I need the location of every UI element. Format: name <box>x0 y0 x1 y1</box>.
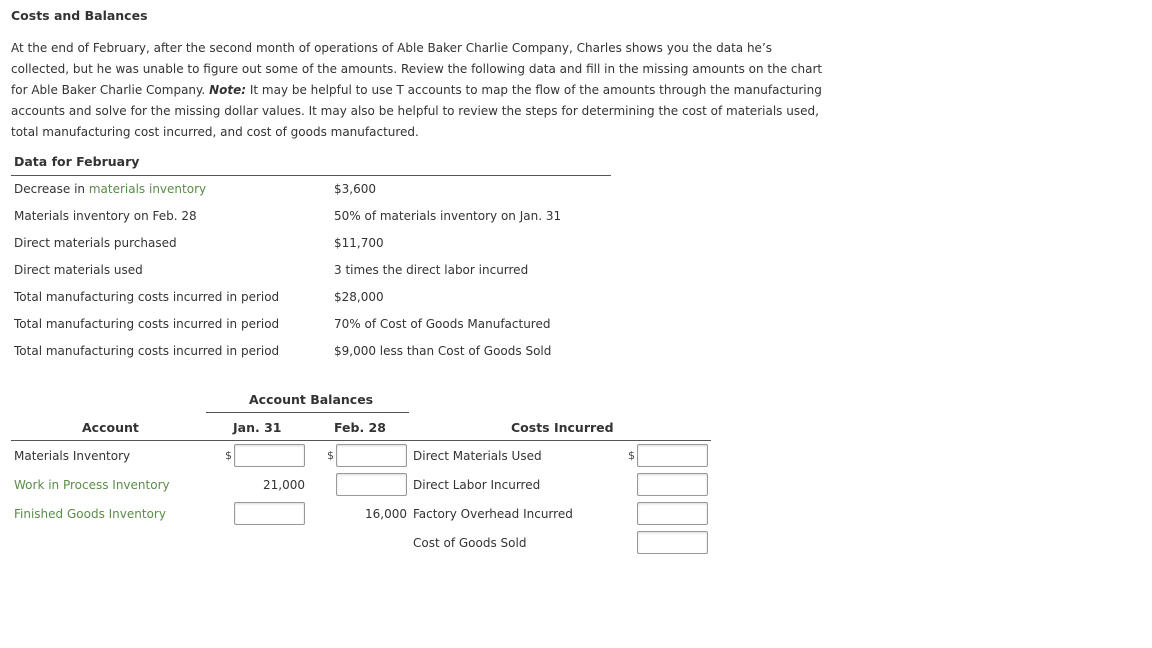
dollar-sign: $ <box>327 449 334 462</box>
materials-inventory-link[interactable]: materials inventory <box>88 182 207 196</box>
direct-labor-incurred-input[interactable] <box>637 473 708 496</box>
group-header-underline <box>206 412 409 413</box>
materials-inventory-jan31-input[interactable] <box>234 444 305 467</box>
account-work-in-process-link[interactable]: Work in Process Inventory <box>14 478 170 492</box>
intro-text-1: At the end of February, after the second month of operations of Able Baker Charlie Company, Charles shows you the data he’s collected, but he was unable to figure out some of the amounts. Review the following data and fill in the missing amounts on the chart for Able Baker Charlie Company. <box>11 41 823 97</box>
factory-overhead-incurred-input[interactable] <box>637 502 708 525</box>
data-row-label-text: Decrease in <box>14 182 89 196</box>
data-row-label: Direct materials used <box>14 263 143 277</box>
finished-goods-feb28-value: 16,000 <box>365 507 407 521</box>
direct-materials-used-input[interactable] <box>637 444 708 467</box>
intro-text-2: It may be helpful to use T accounts to map the flow of the amounts through the manufacturing accounts and solve for the missing dollar values. It may also be helpful to review the steps for determining the cost of materials used, total manufacturing cost incurred, and cost of goods manufactured. <box>11 83 822 139</box>
data-row-label: Total manufacturing costs incurred in period <box>14 317 280 331</box>
cost-of-goods-sold-input[interactable] <box>637 531 708 554</box>
data-row-value: 70% of Cost of Goods Manufactured <box>334 317 551 331</box>
wip-jan31-value: 21,000 <box>263 478 305 492</box>
data-row-label: Direct materials purchased <box>14 236 177 250</box>
dollar-sign: $ <box>225 449 232 462</box>
data-row-value: $28,000 <box>334 290 384 304</box>
account-balances-header: Account Balances <box>249 392 374 407</box>
table-header-divider <box>11 440 711 441</box>
page-title: Costs and Balances <box>11 8 148 23</box>
data-row-label: Total manufacturing costs incurred in period <box>14 290 280 304</box>
data-row-label: Total manufacturing costs incurred in period <box>14 344 280 358</box>
note-label: Note: <box>209 83 247 97</box>
dollar-sign: $ <box>628 449 635 462</box>
col-header-jan31: Jan. 31 <box>233 420 282 435</box>
col-header-account: Account <box>82 420 139 435</box>
data-row-label: Materials inventory on Feb. 28 <box>14 209 197 223</box>
finished-goods-jan31-input[interactable] <box>234 502 305 525</box>
data-row-value: $11,700 <box>334 236 384 250</box>
data-table-divider <box>11 175 611 176</box>
cost-label-factory-overhead: Factory Overhead Incurred <box>413 507 573 521</box>
instructions-paragraph <box>11 38 831 143</box>
materials-inventory-feb28-input[interactable] <box>336 444 407 467</box>
data-row-label <box>14 182 206 196</box>
data-row-value: $9,000 less than Cost of Goods Sold <box>334 344 552 358</box>
col-header-feb28: Feb. 28 <box>334 420 386 435</box>
cost-label-cost-of-goods-sold: Cost of Goods Sold <box>413 536 527 550</box>
cost-label-direct-materials-used: Direct Materials Used <box>413 449 542 463</box>
data-row-value: 50% of materials inventory on Jan. 31 <box>334 209 562 223</box>
data-row-value: 3 times the direct labor incurred <box>334 263 529 277</box>
cost-label-direct-labor-incurred: Direct Labor Incurred <box>413 478 541 492</box>
account-finished-goods-link[interactable]: Finished Goods Inventory <box>14 507 166 521</box>
wip-feb28-input[interactable] <box>336 473 407 496</box>
data-row-value: $3,600 <box>334 182 376 196</box>
account-materials-inventory: Materials Inventory <box>14 449 131 463</box>
data-table-header: Data for February <box>14 154 140 169</box>
col-header-costs-incurred: Costs Incurred <box>511 420 614 435</box>
